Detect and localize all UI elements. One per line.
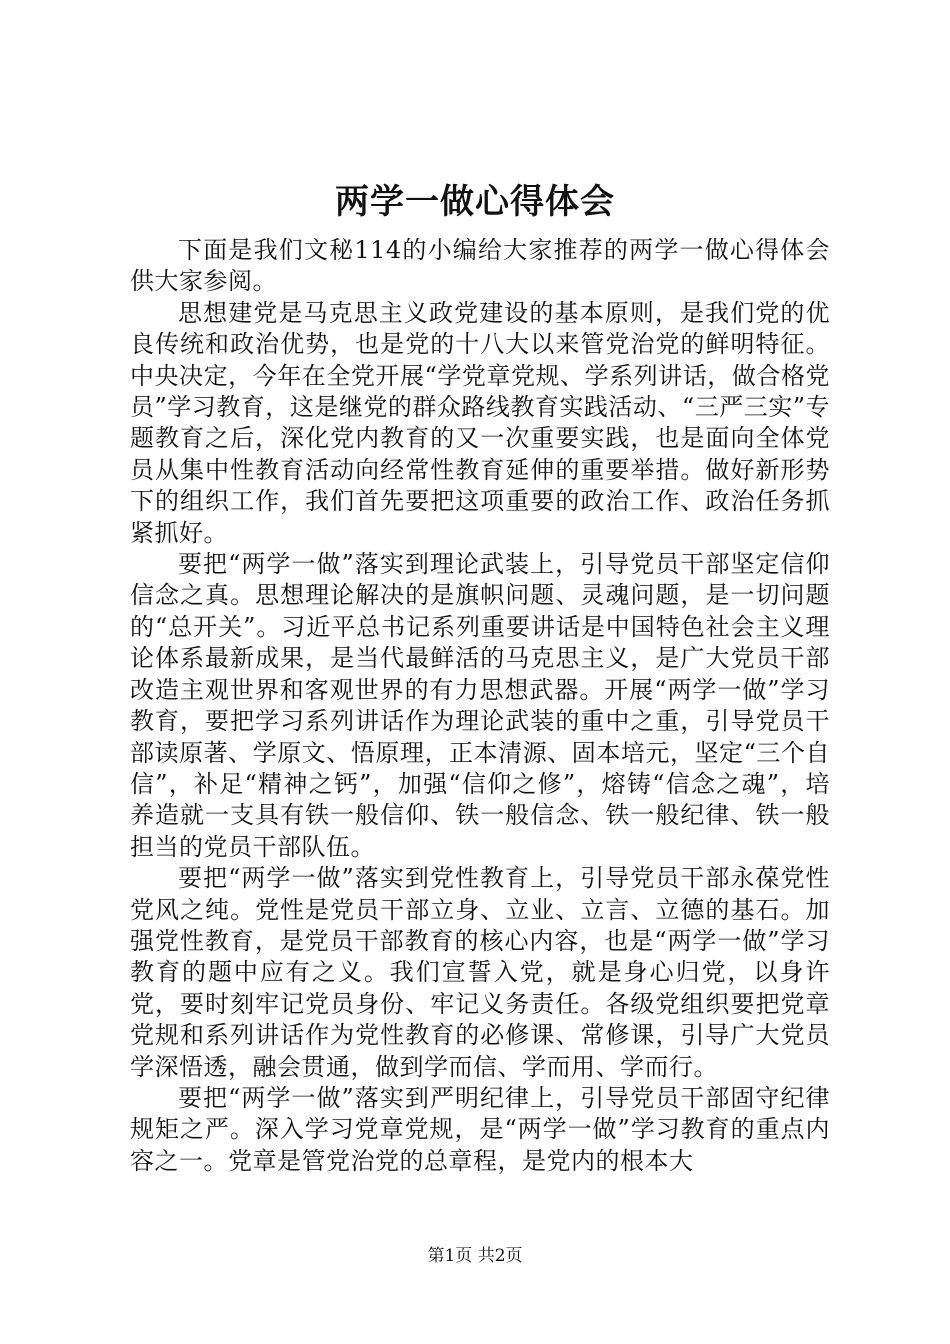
paragraph-2: 要把“两学一做”落实到理论武装上，引导党员干部坚定信仰信念之真。思想理论解决的是旗帜问题、灵魂问题，是一切问题的“总开关”。习近平总书记系列重要讲话是中国特色社会主义理论体系最新成果，是当代最鲜活的马克思主义，是广大党员干部改造主观世界和客观世界的有力思想武器。开展“两学一做”学习教育，要把学习系列讲话作为理论武装的重中之重，引导党员干部读原著、学原文、悟原理，正本清源、固本培元，坚定“三个自信”，补足“精神之钙”，加强“信仰之修”，熔铸“信念之魂”，培养造就一支具有铁一般信仰、铁一般信念、铁一般纪律、铁一般担当的党员干部队伍。 (130, 550, 830, 861)
paragraph-4: 要把“两学一做”落实到严明纪律上，引导党员干部固守纪律规矩之严。深入学习党章党规，是“两学一做”学习教育的重点内容之一。党章是管党治党的总章程，是党内的根本大 (130, 1083, 830, 1175)
paragraph-1: 思想建党是马克思主义政党建设的基本原则，是我们党的优良传统和政治优势，也是党的十八大以来管党治党的鲜明特征。中央决定，今年在全党开展“学党章党规、学系列讲话，做合格党员”学习教育，这是继党的群众路线教育实践活动、“三严三实”专题教育之后，深化党内教育的又一次重要实践，也是面向全体党员从集中性教育活动向经常性教育延伸的重要举措。做好新形势下的组织工作，我们首先要把这项重要的政治工作、政治任务抓紧抓好。 (130, 298, 830, 547)
page-number-footer: 第1页 共2页 (427, 1246, 523, 1266)
paragraph-3: 要把“两学一做”落实到党性教育上，引导党员干部永葆党性党风之纯。党性是党员干部立身、立业、立言、立德的基石。加强党性教育，是党员干部教育的核心内容，也是“两学一做”学习教育的题中应有之义。我们宣誓入党，就是身心归党，以身许党，要时刻牢记党员身份、牢记义务责任。各级党组织要把党章党规和系列讲话作为党性教育的必修课、常修课，引导广大党员学深悟透，融会贯通，做到学而信、学而用、学而行。 (130, 864, 830, 1081)
document-title: 两学一做心得体会 (335, 182, 615, 222)
paragraph-intro: 下面是我们文秘114的小编给大家推荐的两学一做心得体会供大家参阅。 (130, 236, 830, 296)
document-body (130, 235, 830, 1177)
